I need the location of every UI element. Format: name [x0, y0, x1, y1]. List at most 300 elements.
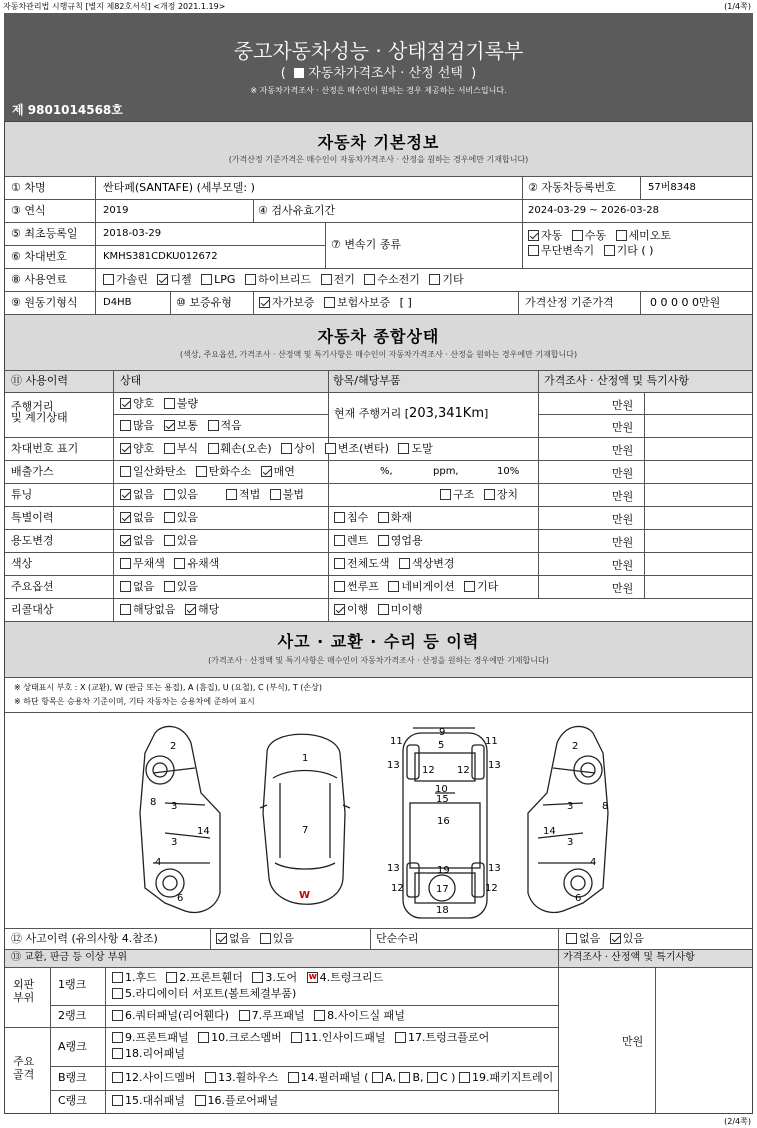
color-change-label: 색상변경	[412, 557, 455, 570]
warranty-insurer-checkbox[interactable]	[324, 297, 335, 308]
tuning-illegal-checkbox[interactable]	[270, 489, 281, 500]
part-package-label: 19.패키지트레이	[471, 1071, 554, 1084]
vinmark-smeared-checkbox[interactable]	[398, 443, 409, 454]
options-other-label: 기타	[477, 580, 499, 593]
emission-unit-pct: %,	[380, 466, 393, 477]
part-rearpanel-checkbox[interactable]	[112, 1048, 123, 1059]
usage-rent-checkbox[interactable]	[334, 535, 345, 546]
won-r7: 만원	[612, 559, 634, 572]
fuel-label: ⑧ 사용연료	[11, 273, 67, 286]
part-floorpanel-checkbox[interactable]	[195, 1095, 206, 1106]
diagram-num-6l: 6	[177, 893, 184, 904]
rank1-label: 1랭크	[58, 978, 87, 991]
diagram-num-2r: 2	[572, 741, 579, 752]
emission-hc-checkbox[interactable]	[196, 466, 207, 477]
diagram-num-13a: 13	[387, 760, 400, 771]
part-frontpanel-label: 9.프론트패널	[125, 1031, 189, 1044]
special-fire-checkbox[interactable]	[378, 512, 389, 523]
tuning-legal-checkbox[interactable]	[226, 489, 237, 500]
warranty-self-label: 자가보증	[272, 296, 315, 309]
current-mileage-label: 현재 주행거리 [	[334, 407, 410, 420]
first-reg-label: ⑤ 최초등록일	[11, 227, 78, 240]
paren-open: (	[280, 66, 286, 81]
emission-co-label: 일산화탄소	[133, 465, 187, 478]
recall-none-checkbox[interactable]	[120, 604, 131, 615]
frame-label: 주요 골격	[13, 1055, 35, 1081]
basic-title: 자동차 기본정보	[317, 133, 440, 152]
warranty-options	[259, 296, 412, 310]
usage-label: 용도변경	[11, 534, 54, 547]
trans-row-1	[528, 229, 671, 243]
emission-hc-label: 탄화수소	[208, 465, 252, 478]
vin-label: ⑥ 차대번호	[11, 250, 67, 263]
special-fire-label: 화재	[390, 511, 413, 524]
vinmark-smeared-label: 도말	[411, 442, 433, 455]
trans-manual-checkbox[interactable]	[572, 230, 583, 241]
special-flood-checkbox[interactable]	[334, 512, 345, 523]
color-label: 색상	[11, 557, 33, 570]
recall-none-label: 해당없음	[133, 603, 176, 616]
mileage-good-checkbox[interactable]	[120, 398, 131, 409]
mileage-many-checkbox[interactable]	[120, 420, 131, 431]
damage-mark-w: W	[299, 890, 311, 901]
diagram-num-3d: 3	[567, 837, 574, 848]
valid-label: ④ 검사유효기간	[258, 204, 336, 217]
accident-yes-checkbox[interactable]	[260, 933, 271, 944]
mileage-row-label: 주행거리 및 계기상태	[11, 400, 68, 424]
part-insidepanel-label: 11.인사이드패널	[304, 1031, 386, 1044]
diagram-num-14r: 14	[543, 826, 556, 837]
won-r4: 만원	[612, 490, 634, 503]
usage-yes-label: 있음	[176, 534, 199, 547]
options-yes-checkbox[interactable]	[164, 581, 175, 592]
diagram-num-19: 19	[437, 865, 450, 876]
color-chromatic-label: 유채색	[187, 557, 220, 570]
emission-value: 10%	[497, 466, 520, 477]
paren-close: )	[471, 66, 477, 81]
simple-yes-checkbox[interactable]	[610, 933, 621, 944]
options-navi-checkbox[interactable]	[388, 581, 399, 592]
emission-co-checkbox[interactable]	[120, 466, 131, 477]
vinmark-rust-checkbox[interactable]	[164, 443, 175, 454]
recall-label: 리콜대상	[11, 603, 54, 616]
tuning-struct-label: 구조	[453, 488, 475, 501]
part-crossmember-label: 10.크로스멤버	[211, 1031, 282, 1044]
fuel-other-label: 기타	[442, 273, 464, 286]
vinmark-good-checkbox[interactable]	[120, 443, 131, 454]
fuel-electric-checkbox[interactable]	[321, 274, 332, 285]
warranty-bracket: [ ]	[399, 296, 412, 309]
rankC-items	[112, 1094, 278, 1108]
vinmark-diff-label: 상이	[294, 442, 316, 455]
mileage-normal-checkbox[interactable]	[164, 420, 175, 431]
tuning-options-b	[226, 488, 304, 502]
diagram-num-10: 10	[435, 784, 448, 795]
trans-other-label: 기타 ( )	[616, 244, 654, 257]
tuning-device-checkbox[interactable]	[484, 489, 495, 500]
diagram-num-5: 5	[438, 740, 445, 751]
overall-col-price: 가격조사 · 산정액 및 특기사항	[544, 374, 689, 387]
part-sidesill-label: 8.사이드실 패널	[327, 1009, 405, 1022]
reg-label: ② 자동차등록번호	[528, 181, 616, 194]
part-floorpanel-label: 16.플로어패널	[207, 1094, 279, 1107]
car-damage-diagram	[5, 713, 752, 928]
won-r1a: 만원	[612, 399, 634, 412]
special-yes-label: 있음	[176, 511, 199, 524]
reg-value: 57버8348	[648, 182, 696, 193]
diagram-num-8: 8	[150, 797, 157, 808]
diagram-num-11l: 11	[390, 736, 403, 747]
diagram-num-16: 16	[437, 816, 450, 827]
part-wheelhouse-checkbox[interactable]	[205, 1072, 216, 1083]
options-none-checkbox[interactable]	[120, 581, 131, 592]
options-other-checkbox[interactable]	[464, 581, 475, 592]
option-label: 자동차가격조사 · 산정 선택	[308, 66, 463, 81]
page-number-bottom: (2/4쪽)	[724, 1117, 751, 1126]
legend-note: ※ 하단 항목은 승용차 기준이며, 기타 자동차는 승용차에 준하여 표시	[14, 697, 255, 706]
mileage-bad-checkbox[interactable]	[164, 398, 175, 409]
diagram-num-12b: 12	[457, 765, 470, 776]
recall-done-label: 이행	[347, 603, 369, 616]
trans-other-checkbox[interactable]	[604, 245, 615, 256]
vin-mark-options	[120, 442, 433, 456]
trans-row-2	[528, 244, 653, 258]
rankA-items-b	[112, 1047, 185, 1061]
part-frontpanel-checkbox[interactable]	[112, 1032, 123, 1043]
price-value: 0 0 0 0 0만원	[650, 296, 721, 309]
diagram-num-1: 1	[302, 753, 309, 764]
diagram-num-13b: 13	[488, 760, 501, 771]
diagram-num-15: 15	[436, 794, 449, 805]
accident-none-label: 없음	[229, 932, 251, 945]
warranty-insurer-label: 보험사보증	[337, 296, 391, 309]
part-fender-label: 2.프론트휀더	[179, 971, 243, 984]
tuning-label: 튜닝	[11, 488, 33, 501]
options-sunroof-checkbox[interactable]	[334, 581, 345, 592]
page-number: (1/4쪽)	[724, 2, 751, 11]
mileage-bad-label: 불량	[176, 397, 199, 410]
diagram-num-17: 17	[436, 884, 449, 895]
engine-label: ⑨ 원동기형식	[11, 296, 78, 309]
part-pillar-c-label: C )	[440, 1071, 456, 1084]
trans-cvt-label: 무단변속기	[541, 244, 595, 257]
diagram-num-13d: 13	[488, 863, 501, 874]
color-chromatic-checkbox[interactable]	[174, 558, 185, 569]
part-rearpanel-label: 18.리어패널	[125, 1047, 185, 1060]
diagram-num-4r: 4	[590, 857, 597, 868]
overall-section-header	[5, 315, 752, 370]
trans-auto-checkbox[interactable]	[528, 230, 539, 241]
part-pillar-b-label: B,	[412, 1071, 424, 1084]
part-hood-label: 1.후드	[125, 971, 157, 984]
won-r2: 만원	[612, 444, 634, 457]
diagram-num-7: 7	[302, 825, 309, 836]
mileage-status-b	[120, 419, 242, 433]
part-pillar-c-checkbox[interactable]	[427, 1072, 438, 1083]
part-pillar-label: 14.필러패널 (	[300, 1071, 369, 1084]
won-r8: 만원	[612, 582, 634, 595]
special-options-b	[334, 511, 412, 525]
trans-semi-label: 세미오토	[628, 229, 672, 242]
form-reference: 자동차관리법 시행규칙 [별지 제82호서식] <개정 2021.1.19>	[3, 2, 226, 11]
diagram-num-6r: 6	[575, 893, 582, 904]
color-achromatic-label: 무채색	[133, 557, 165, 570]
color-options-b	[334, 557, 455, 571]
diagram-num-12d: 12	[485, 883, 498, 894]
emission-options	[120, 465, 295, 479]
diagram-num-3c: 3	[567, 801, 574, 812]
mileage-many-label: 많음	[133, 419, 155, 432]
won-r5: 만원	[612, 513, 634, 526]
valid-value: 2024-03-29 ~ 2026-03-28	[528, 205, 659, 216]
special-yes-checkbox[interactable]	[164, 512, 175, 523]
part-package-checkbox[interactable]	[459, 1072, 470, 1083]
part-trunklid-checkbox[interactable]	[307, 972, 318, 983]
vinmark-altered-label: 변조(변타)	[337, 442, 389, 455]
special-label: 특별이력	[11, 511, 54, 524]
diagram-num-3b: 3	[171, 837, 178, 848]
fuel-other-checkbox[interactable]	[429, 274, 440, 285]
current-mileage-close: ]	[484, 407, 489, 420]
fuel-gasoline-checkbox[interactable]	[103, 274, 114, 285]
simple-repair-options	[566, 932, 644, 946]
rankB-label: B랭크	[58, 1071, 87, 1084]
basic-subtitle: (가격산정 기준가격은 매수인이 자동차가격조사 · 산정을 원하는 경우에만 기재합니다)	[228, 155, 529, 164]
part-quarter-checkbox[interactable]	[112, 1010, 123, 1021]
part-radiator-label: 5.라디에이터 서포트(볼트체결부품)	[125, 987, 297, 1000]
special-none-checkbox[interactable]	[120, 512, 131, 523]
vin-mark-label: 차대번호 표기	[11, 442, 79, 455]
price-label: 가격산정 기준가격	[525, 296, 614, 309]
parts-header-label: ⑬ 교환, 판금 등 이상 부위	[11, 952, 128, 963]
legend-symbols: ※ 상태표시 부호 : X (교환), W (판금 또는 용접), A (흠집), U (요철), C (부식), T (손상)	[14, 683, 323, 692]
part-hood-checkbox[interactable]	[112, 972, 123, 983]
special-none-label: 없음	[133, 511, 155, 524]
usage-yes-checkbox[interactable]	[164, 535, 175, 546]
tuning-struct-checkbox[interactable]	[440, 489, 451, 500]
part-roof-label: 7.루프패널	[251, 1009, 305, 1022]
overall-col-status: 상태	[120, 374, 142, 387]
rank1-items-b	[112, 987, 296, 1001]
record-number: 제 9801014568호	[12, 103, 123, 117]
tuning-illegal-label: 불법	[282, 488, 305, 501]
tuning-yes-checkbox[interactable]	[164, 489, 175, 500]
diagram-num-18: 18	[436, 905, 449, 916]
year-value: 2019	[103, 205, 129, 216]
mileage-few-label: 적음	[220, 419, 242, 432]
rankB-items	[112, 1071, 553, 1085]
engine-value: D4HB	[103, 297, 132, 308]
part-sidemember-checkbox[interactable]	[112, 1072, 123, 1083]
emission-smoke-label: 매연	[273, 465, 295, 478]
current-mileage	[334, 407, 488, 421]
part-pillar-a-checkbox[interactable]	[372, 1072, 383, 1083]
options-options-b	[334, 580, 498, 594]
color-change-checkbox[interactable]	[399, 558, 410, 569]
accident-title: 사고 · 교환 · 수리 등 이력	[277, 632, 480, 651]
part-crossmember-checkbox[interactable]	[198, 1032, 209, 1043]
vinmark-damaged-checkbox[interactable]	[208, 443, 219, 454]
options-yes-label: 있음	[176, 580, 199, 593]
mileage-good-label: 양호	[133, 397, 155, 410]
fuel-hybrid-label: 하이브리드	[257, 273, 312, 286]
rankC-label: C랭크	[58, 1094, 87, 1107]
tuning-legal-label: 적법	[239, 488, 261, 501]
diagram-num-2l: 2	[170, 741, 177, 752]
accident-none-checkbox[interactable]	[216, 933, 227, 944]
price-option	[4, 62, 753, 81]
part-fender-checkbox[interactable]	[166, 972, 177, 983]
part-dashpanel-checkbox[interactable]	[112, 1095, 123, 1106]
vinmark-damaged-label: 훼손(오손)	[220, 442, 272, 455]
emission-smoke-checkbox[interactable]	[261, 466, 272, 477]
part-sidesill-checkbox[interactable]	[314, 1010, 325, 1021]
diagram-num-9: 9	[439, 727, 446, 738]
part-pillar-checkbox[interactable]	[288, 1072, 299, 1083]
won-r1b: 만원	[612, 421, 634, 434]
part-roof-checkbox[interactable]	[239, 1010, 250, 1021]
won-parts: 만원	[622, 1035, 644, 1048]
vinmark-rust-label: 부식	[176, 442, 199, 455]
accident-section-header	[5, 622, 752, 677]
fuel-lpg-checkbox[interactable]	[201, 274, 212, 285]
color-fullpaint-label: 전체도색	[347, 557, 390, 570]
basic-section-header	[5, 122, 752, 176]
accident-history-options	[216, 932, 294, 946]
warranty-label: ⑩ 보증유형	[176, 296, 232, 309]
rank2-items	[112, 1009, 405, 1023]
rankA-label: A랭크	[58, 1040, 87, 1053]
part-door-checkbox[interactable]	[252, 972, 263, 983]
usage-business-label: 영업용	[390, 534, 423, 547]
recall-done-checkbox[interactable]	[334, 604, 345, 615]
trans-label: ⑦ 변속기 종류	[331, 238, 401, 251]
recall-options-a	[120, 603, 219, 617]
usage-options-b	[334, 534, 423, 548]
part-pillar-a-label: A,	[384, 1071, 396, 1084]
simple-none-label: 없음	[579, 932, 601, 945]
usage-none-label: 없음	[133, 534, 155, 547]
part-insidepanel-checkbox[interactable]	[291, 1032, 302, 1043]
options-label: 주요옵션	[11, 580, 54, 593]
first-reg-value: 2018-03-29	[103, 228, 162, 239]
color-fullpaint-checkbox[interactable]	[334, 558, 345, 569]
tuning-yes-label: 있음	[176, 488, 199, 501]
fuel-hybrid-checkbox[interactable]	[245, 274, 256, 285]
fuel-diesel-label: 디젤	[170, 273, 192, 286]
option-checkbox[interactable]	[294, 68, 304, 78]
special-flood-label: 침수	[347, 511, 369, 524]
options-navi-label: 네비게이션	[401, 580, 455, 593]
diagram-num-14l: 14	[197, 826, 210, 837]
recall-notdone-checkbox[interactable]	[378, 604, 389, 615]
usage-options-a	[120, 534, 198, 548]
part-trunkfloor-checkbox[interactable]	[395, 1032, 406, 1043]
part-sidemember-label: 12.사이드멤버	[125, 1071, 196, 1084]
tuning-options-a	[120, 488, 198, 502]
overall-subtitle: (색상, 주요옵션, 가격조사 · 산정액 및 특기사항은 매수인이 자동차가격조사 · 산정을 원하는 경우에만 기재합니다)	[179, 350, 578, 359]
vinmark-diff-checkbox[interactable]	[281, 443, 292, 454]
diagram-num-12c: 12	[391, 883, 404, 894]
accident-subtitle: (가격조사 · 산정액 및 특기사항은 매수인이 자동차가격조사 · 산정을 원하는 경우에만 기재합니다)	[208, 656, 549, 665]
mileage-normal-label: 보통	[176, 419, 199, 432]
trans-auto-label: 자동	[541, 229, 563, 242]
parts-price-header: 가격조사 · 산정액 및 특기사항	[563, 952, 695, 963]
fuel-lpg-label: LPG	[214, 273, 236, 286]
won-r3: 만원	[612, 467, 634, 480]
part-trunkfloor-label: 17.트렁크플로어	[408, 1031, 490, 1044]
year-label: ③ 연식	[11, 204, 46, 217]
diagram-num-8r: 8	[602, 801, 609, 812]
fuel-diesel-checkbox[interactable]	[157, 274, 168, 285]
simple-repair-label: 단순수리	[376, 932, 419, 945]
overall-col-item: 항목/해당부품	[333, 374, 401, 387]
trans-semi-checkbox[interactable]	[616, 230, 627, 241]
accident-yes-label: 있음	[272, 932, 295, 945]
simple-yes-label: 있음	[622, 932, 645, 945]
part-door-label: 3.도어	[265, 971, 298, 984]
fuel-hydrogen-checkbox[interactable]	[364, 274, 375, 285]
car-name-label: ① 차명	[11, 181, 46, 194]
rankA-items-a	[112, 1031, 489, 1045]
special-options-a	[120, 511, 198, 525]
part-wheelhouse-label: 13.휠하우스	[218, 1071, 279, 1084]
overall-title: 자동차 종합상태	[317, 327, 440, 346]
simple-none-checkbox[interactable]	[566, 933, 577, 944]
vin-value: KMHS381CDKU012672	[103, 251, 218, 262]
recall-options-b	[334, 603, 423, 617]
won-r6: 만원	[612, 536, 634, 549]
trans-manual-label: 수동	[584, 229, 607, 242]
part-quarter-label: 6.쿼터패널(리어휀다)	[125, 1009, 230, 1022]
accident-history-label: ⑫ 사고이력 (유의사항 4.참조)	[11, 932, 158, 945]
outer-panel-label: 외판 부위	[13, 978, 35, 1004]
usage-business-checkbox[interactable]	[378, 535, 389, 546]
fuel-gasoline-label: 가솔린	[116, 273, 148, 286]
vinmark-good-label: 양호	[133, 442, 155, 455]
recall-yes-label: 해당	[198, 603, 220, 616]
part-pillar-b-checkbox[interactable]	[399, 1072, 410, 1083]
color-achromatic-checkbox[interactable]	[120, 558, 131, 569]
diagram-num-11r: 11	[485, 736, 498, 747]
tuning-device-label: 장치	[496, 488, 519, 501]
emission-unit-ppm: ppm,	[433, 466, 459, 477]
tuning-options-c	[440, 488, 518, 502]
diagram-num-4l: 4	[155, 857, 162, 868]
fuel-electric-label: 전기	[333, 273, 355, 286]
mileage-few-checkbox[interactable]	[208, 420, 219, 431]
header-note: ※ 자동차가격조사 · 산정은 매수인이 원하는 경우 제공하는 서비스입니다.	[250, 86, 507, 95]
header-banner	[4, 13, 753, 121]
part-dashpanel-label: 15.대쉬패널	[125, 1094, 185, 1107]
rank2-label: 2랭크	[58, 1009, 87, 1022]
overall-col-history: ⑪ 사용이력	[11, 374, 69, 387]
tuning-none-checkbox[interactable]	[120, 489, 131, 500]
usage-none-checkbox[interactable]	[120, 535, 131, 546]
diagram-num-3a: 3	[171, 801, 178, 812]
recall-notdone-label: 미이행	[390, 603, 423, 616]
recall-yes-checkbox[interactable]	[185, 604, 196, 615]
current-mileage-value: 203,341Km	[409, 406, 484, 421]
vinmark-altered-checkbox[interactable]	[325, 443, 336, 454]
options-options-a	[120, 580, 198, 594]
rank1-items-a	[112, 971, 383, 985]
warranty-self-checkbox[interactable]	[259, 297, 270, 308]
tuning-none-label: 없음	[133, 488, 155, 501]
trans-cvt-checkbox[interactable]	[528, 245, 539, 256]
part-radiator-checkbox[interactable]	[112, 988, 123, 999]
options-none-label: 없음	[133, 580, 155, 593]
